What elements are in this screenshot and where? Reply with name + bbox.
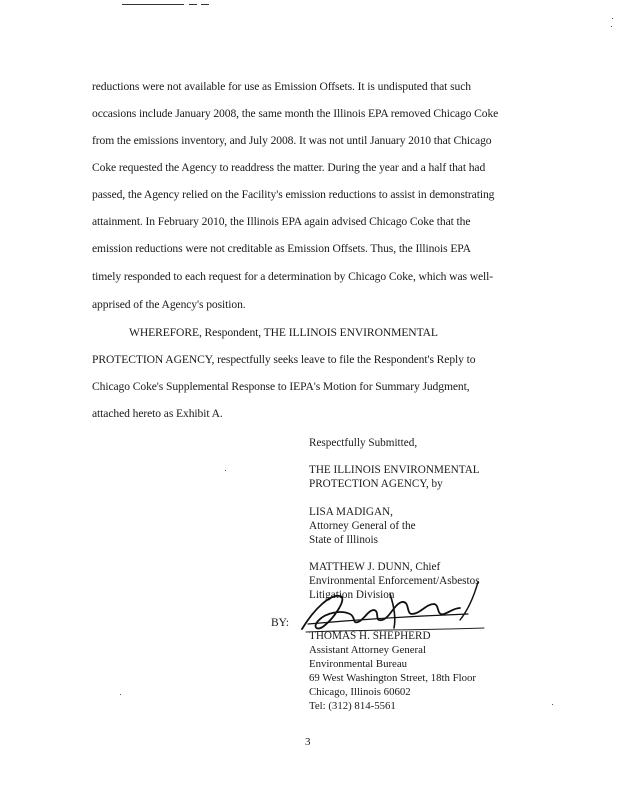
scan-speck xyxy=(612,18,613,19)
wherefore-line: WHEREFORE, Respondent, THE ILLINOIS ENVIRONMENTAL xyxy=(129,326,438,339)
body-line: reductions were not available for use as Emission Offsets. It is undisputed that such xyxy=(92,80,471,93)
division-chief-line: MATTHEW J. DUNN, Chief xyxy=(309,561,441,573)
body-line: emission reductions were not creditable as Emission Offsets. Thus, the Illinois EPA xyxy=(92,242,471,255)
scan-speck xyxy=(225,470,226,471)
signer-name: THOMAS H. SHEPHERD xyxy=(309,630,431,642)
header-rule-dash xyxy=(189,4,197,5)
scan-speck xyxy=(552,704,553,705)
attorney-general-line: LISA MADIGAN, xyxy=(309,506,393,518)
by-label: BY: xyxy=(271,617,290,629)
signer-title: Assistant Attorney General xyxy=(309,644,426,656)
division-chief-line: Litigation Division xyxy=(309,589,395,601)
body-line: Coke requested the Agency to readdress the matter. During the year and a half that had xyxy=(92,161,486,174)
body-line: occasions include January 2008, the same month the Illinois EPA removed Chicago Coke xyxy=(92,107,499,120)
wherefore-line: Chicago Coke's Supplemental Response to IEPA's Motion for Summary Judgment, xyxy=(92,380,470,393)
signer-bureau: Environmental Bureau xyxy=(309,658,408,670)
header-rule xyxy=(122,4,184,5)
signer-phone: Tel: (312) 814-5561 xyxy=(309,700,396,712)
signer-street: 69 West Washington Street, 18th Floor xyxy=(309,672,477,684)
attorney-general-line: Attorney General of the xyxy=(309,520,416,532)
closing-text: Respectfully Submitted, xyxy=(309,437,418,449)
party-line: THE ILLINOIS ENVIRONMENTAL xyxy=(309,464,480,476)
attorney-general-line: State of Illinois xyxy=(309,534,378,546)
body-line: timely responded to each request for a determination by Chicago Coke, which was well- xyxy=(92,270,494,283)
body-line: from the emissions inventory, and July 2008. It was not until January 2010 that Chicago xyxy=(92,134,492,147)
header-rule-dash xyxy=(201,4,209,5)
signer-city: Chicago, Illinois 60602 xyxy=(309,686,411,698)
wherefore-line: PROTECTION AGENCY, respectfully seeks leave to file the Respondent's Reply to xyxy=(92,353,476,366)
body-line: attainment. In February 2010, the Illinois EPA again advised Chicago Coke that the xyxy=(92,215,471,228)
scan-speck xyxy=(611,26,612,27)
wherefore-line: attached hereto as Exhibit A. xyxy=(92,407,223,420)
scan-speck xyxy=(120,694,121,695)
division-chief-line: Environmental Enforcement/Asbestos xyxy=(309,575,480,587)
body-line: passed, the Agency relied on the Facility's emission reductions to assist in demonstrating xyxy=(92,188,495,201)
party-line: PROTECTION AGENCY, by xyxy=(309,478,443,490)
body-line: apprised of the Agency's position. xyxy=(92,298,246,311)
page-number: 3 xyxy=(305,736,311,748)
